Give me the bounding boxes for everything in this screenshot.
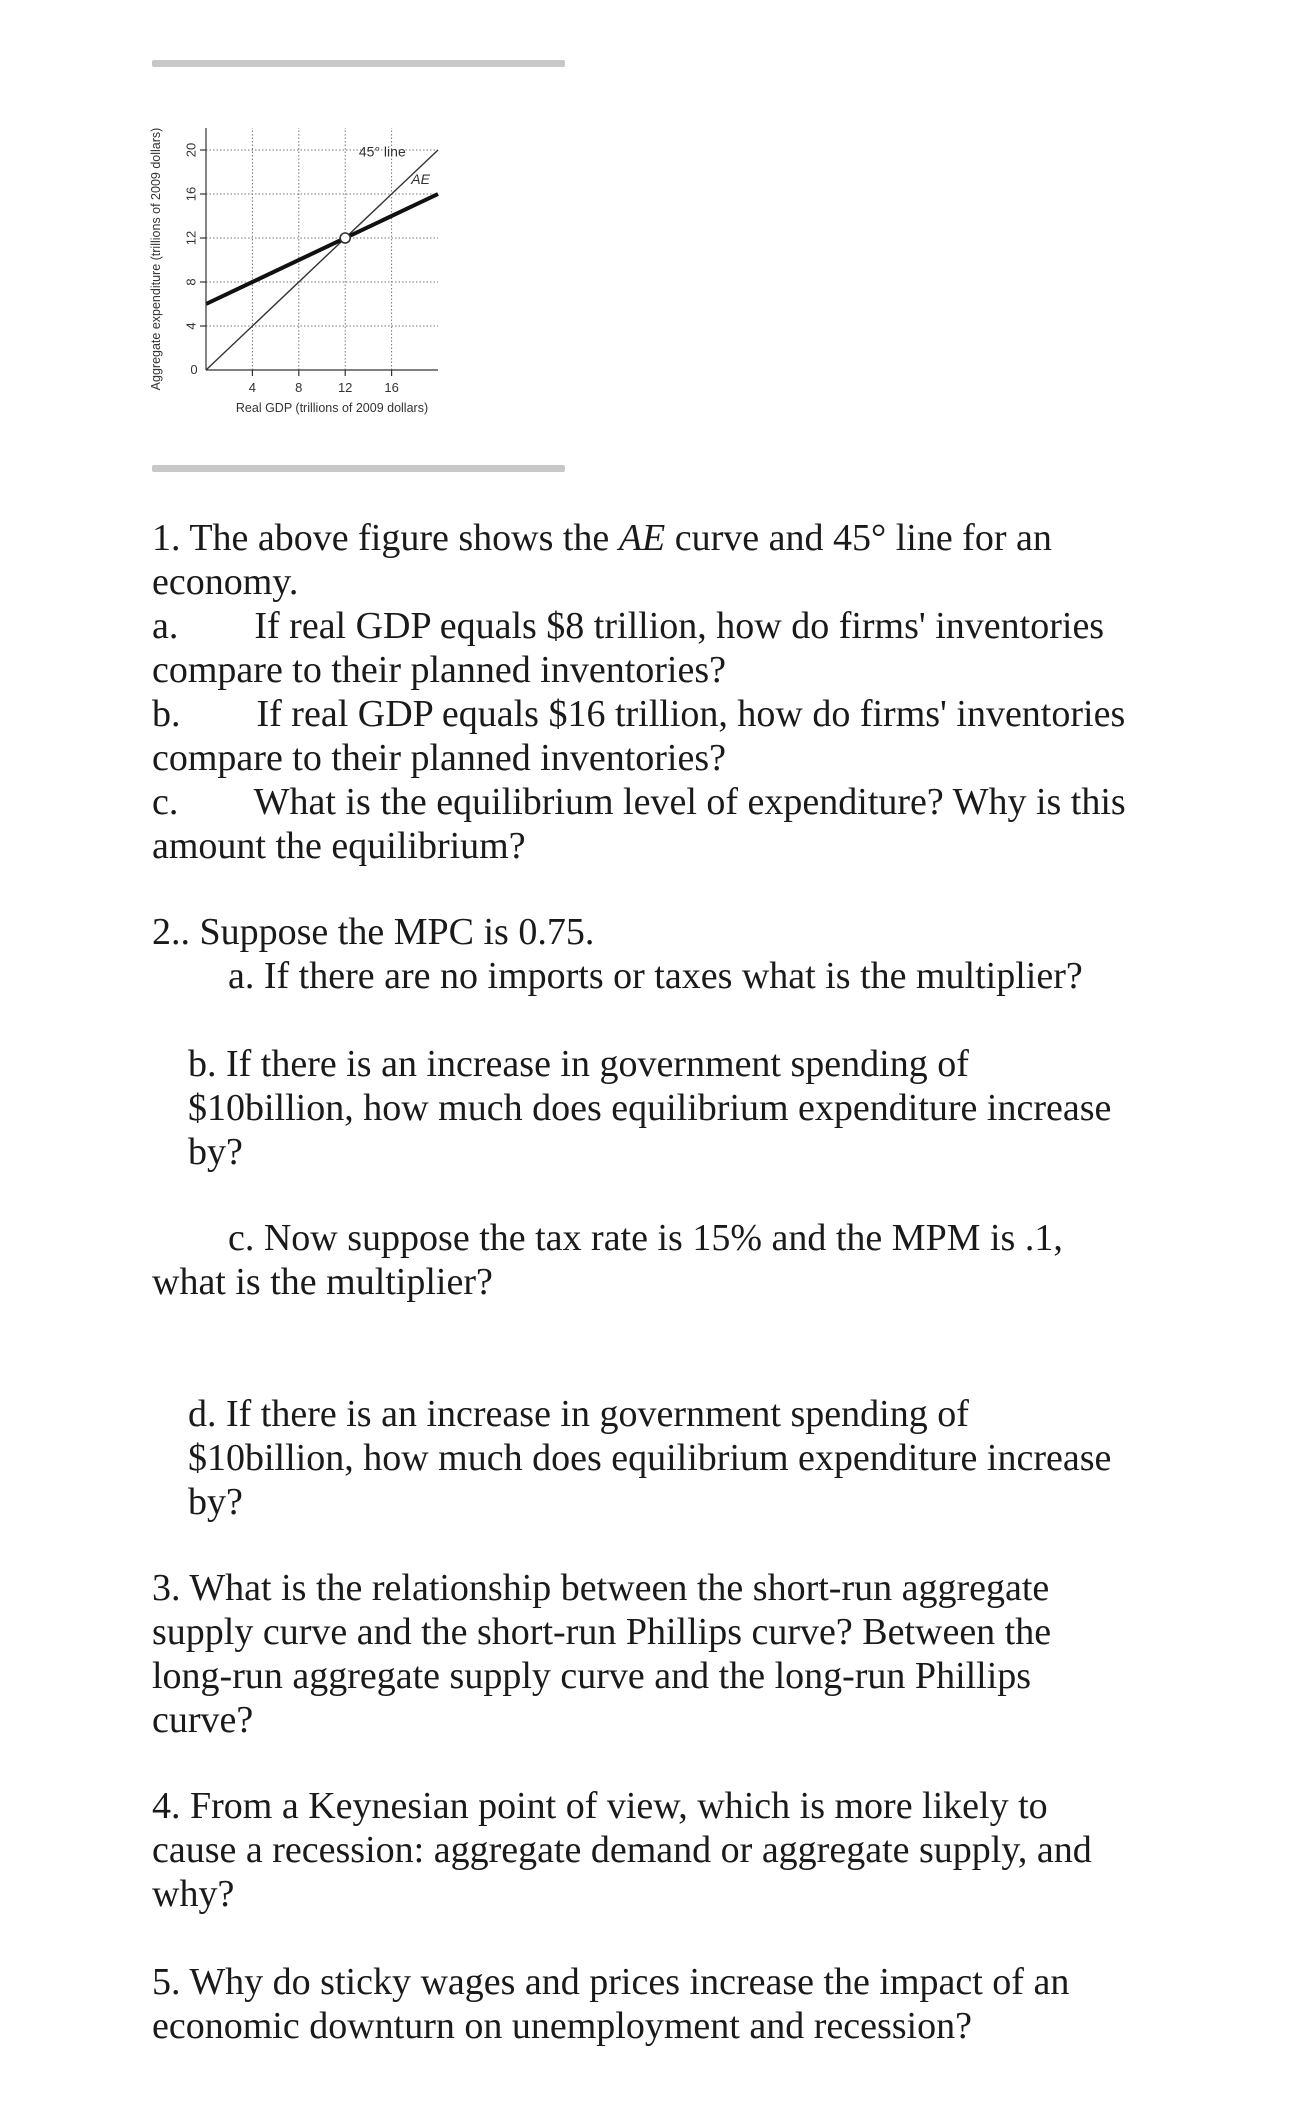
chart-series [206, 150, 438, 370]
series-label-45-degree: 45° line [358, 143, 406, 160]
question-1-intro: 1. The above figure shows the AE curve and 45° line for an economy. [152, 517, 1052, 603]
question-2a: a. If there are no imports or taxes what is the multiplier? [228, 955, 1083, 997]
series-ae-curve [206, 194, 438, 304]
y-tick-label: 4 [183, 322, 199, 330]
chart-labels [149, 128, 431, 415]
x-tick-label: 4 [248, 380, 257, 395]
question-3: 3. What is the relationship between the short-run aggregate supply curve and the short-run Phillips curve? Between the long-run aggregate supply curve and the long-run Phillips curve? [152, 1567, 1052, 1741]
origin-label: 0 [190, 362, 198, 377]
series-45-degree-line [206, 150, 438, 370]
series-label-ae: AE [411, 171, 430, 188]
question-5: 5. Why do sticky wages and prices increase the impact of an economic downturn on unemployment and recession? [152, 1961, 1070, 2047]
question-2c: c. Now suppose the tax rate is 15% and the MPM is .1, what is the multiplier? [152, 1217, 1063, 1303]
question-4: 4. From a Keynesian point of view, which is more likely to cause a recession: aggregate demand or aggregate supply, and why? [152, 1785, 1092, 1915]
question-2b: b. If there is an increase in government spending of $10billion, how much does equilibrium expenditure increase by? [188, 1043, 1112, 1173]
question-1c: c. What is the equilibrium level of expenditure? Why is this amount the equilibrium? [152, 781, 1126, 867]
figure-bottom-rule [152, 465, 565, 472]
x-tick-label: 8 [295, 380, 303, 395]
x-axis-label: Real GDP (trillions of 2009 dollars) [235, 401, 429, 415]
ae-chart [140, 78, 520, 438]
x-tick-label: 16 [384, 380, 399, 395]
question-1a: a. If real GDP equals $8 trillion, how do firms' inventories compare to their planned inventories? [152, 605, 1105, 691]
question-2-intro: 2.. Suppose the MPC is 0.75. [152, 911, 595, 953]
y-tick-label: 8 [183, 278, 199, 286]
question-1b: b. If real GDP equals $16 trillion, how do firms' inventories compare to their planned inventories? [152, 693, 1126, 779]
y-tick-label: 16 [183, 186, 199, 202]
y-tick-label: 20 [183, 142, 199, 158]
figure-top-rule [152, 60, 565, 67]
x-tick-label: 12 [337, 380, 353, 395]
y-tick-label: 12 [183, 230, 199, 246]
question-2d: d. If there is an increase in government spending of $10billion, how much does equilibrium expenditure increase by? [188, 1393, 1112, 1523]
y-axis-label: Aggregate expenditure (trillions of 2009 dollars) [149, 127, 163, 391]
equilibrium-point [340, 233, 350, 243]
